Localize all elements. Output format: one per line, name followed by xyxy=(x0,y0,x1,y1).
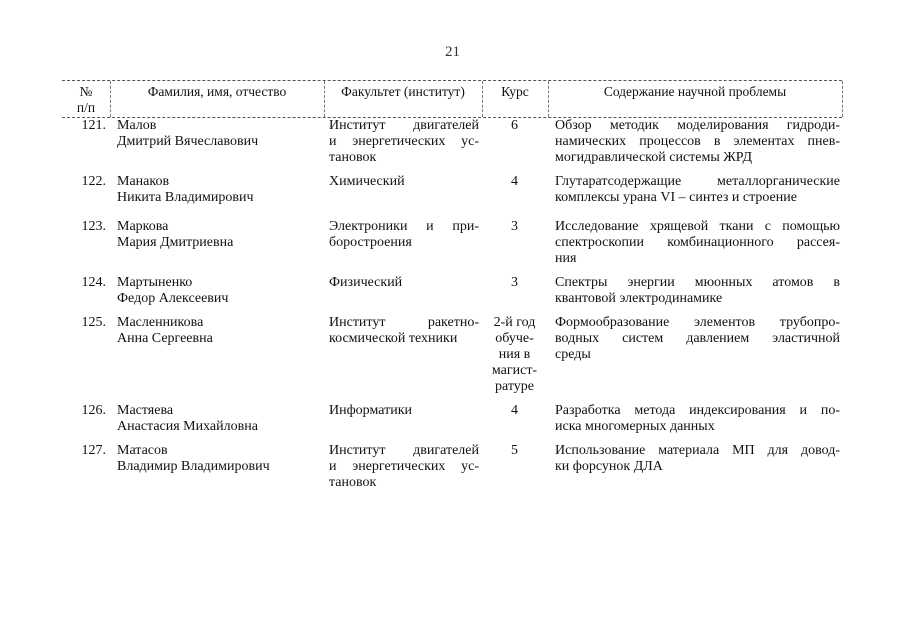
student-name-line: Владимир Владимирович xyxy=(117,459,270,474)
problem-description-line: Использование материала МП для довод- xyxy=(555,443,840,458)
student-name xyxy=(117,315,327,347)
problem-description-line: Формообразование элементов трубопро- xyxy=(555,315,840,330)
problem-description-line: ния xyxy=(555,251,577,266)
faculty-name-line: Физический xyxy=(329,275,403,290)
row-number: 121. xyxy=(81,118,106,133)
course-value-line: 5 xyxy=(511,443,518,458)
header-num xyxy=(62,81,110,117)
student-name xyxy=(117,174,327,206)
student-name-line: Мария Дмитриевна xyxy=(117,235,234,250)
faculty-name-line: боростроения xyxy=(329,235,412,250)
faculty-name-line: космической техники xyxy=(329,331,458,346)
student-name-line: Анастасия Михайловна xyxy=(117,419,258,434)
course-value xyxy=(487,118,542,134)
header-num-line: № xyxy=(79,84,93,99)
course-value-line: 3 xyxy=(511,219,518,234)
problem-description-line: намических процессов в элементах пнев- xyxy=(555,134,840,149)
course-value-line: 2-й год xyxy=(493,315,536,330)
faculty-name-line: Химический xyxy=(329,174,405,189)
table-row xyxy=(62,219,842,275)
faculty-name xyxy=(329,118,479,166)
row-number: 127. xyxy=(81,443,106,458)
problem-description-line: Глутаратсодержащие металлорганические xyxy=(555,174,840,189)
problem-description-line: Разработка метода индексирования и по- xyxy=(555,403,840,418)
student-name-line: Никита Владимирович xyxy=(117,190,254,205)
course-value xyxy=(487,443,542,459)
header-problem: Содержание научной проблемы xyxy=(603,84,787,99)
faculty-name-line: Электроники и при- xyxy=(329,219,479,234)
student-name xyxy=(117,443,327,475)
row-number: 123. xyxy=(81,219,106,234)
row-number: 125. xyxy=(81,315,106,330)
student-name-line: Матасов xyxy=(117,443,168,458)
table-row xyxy=(62,275,842,315)
header-name: Фамилия, имя, отчество xyxy=(147,84,287,99)
table-row xyxy=(62,315,842,403)
table-body xyxy=(62,118,842,499)
student-name xyxy=(117,219,327,251)
problem-description-line: Исследование хрящевой ткани с помощью xyxy=(555,219,840,234)
header-faculty: Факультет (институт) xyxy=(341,84,465,99)
student-name xyxy=(117,118,327,150)
student-name-line: Федор Алексеевич xyxy=(117,291,229,306)
problem-description xyxy=(555,403,840,435)
problem-description xyxy=(555,443,840,475)
faculty-name xyxy=(329,403,479,419)
faculty-name xyxy=(329,443,479,491)
faculty-name xyxy=(329,174,479,190)
header-num-line: п/п xyxy=(76,100,96,115)
faculty-name xyxy=(329,275,479,291)
row-number: 124. xyxy=(81,275,106,290)
problem-description-line: Обзор методик моделирования гидроди- xyxy=(555,118,840,133)
problem-description-line: ки форсунок ДЛА xyxy=(555,459,663,474)
course-value xyxy=(487,315,542,395)
faculty-name-line: тановок xyxy=(329,150,377,165)
problem-description xyxy=(555,315,840,363)
course-value-line: 4 xyxy=(511,403,518,418)
faculty-name-line: Институт двигателей xyxy=(329,443,479,458)
problem-description-line: могидравлической системы ЖРД xyxy=(555,150,753,165)
course-value xyxy=(487,174,542,190)
header-course: Курс xyxy=(501,84,529,99)
table-row xyxy=(62,443,842,499)
student-name xyxy=(117,275,327,307)
student-name-line: Дмитрий Вячеславович xyxy=(117,134,259,149)
row-number: 126. xyxy=(81,403,106,418)
course-value xyxy=(487,403,542,419)
table-row xyxy=(62,118,842,174)
course-value xyxy=(487,275,542,291)
course-value-line: 3 xyxy=(511,275,518,290)
student-name-line: Мартыненко xyxy=(117,275,193,290)
faculty-name-line: Институт ракетно- xyxy=(329,315,479,330)
faculty-name xyxy=(329,219,479,251)
problem-description-line: спектроскопии комбинационного рассея- xyxy=(555,235,840,250)
problem-description xyxy=(555,174,840,206)
faculty-name-line: и энергетических ус- xyxy=(329,459,479,474)
course-value-line: 6 xyxy=(511,118,518,133)
students-table xyxy=(62,80,842,499)
faculty-name-line: Институт двигателей xyxy=(329,118,479,133)
student-name-line: Маркова xyxy=(117,219,169,234)
problem-description xyxy=(555,219,840,267)
student-name-line: Манаков xyxy=(117,174,170,189)
faculty-name xyxy=(329,315,479,347)
problem-description-line: Спектры энергии мюонных атомов в xyxy=(555,275,840,290)
row-number: 122. xyxy=(81,174,106,189)
column-divider xyxy=(842,81,843,117)
problem-description-line: иска многомерных данных xyxy=(555,419,715,434)
problem-description xyxy=(555,118,840,166)
problem-description xyxy=(555,275,840,307)
table-row xyxy=(62,403,842,443)
course-value-line: магист- xyxy=(491,363,538,378)
problem-description-line: среды xyxy=(555,347,591,362)
student-name-line: Масленникова xyxy=(117,315,204,330)
course-value xyxy=(487,219,542,235)
course-value-line: обуче- xyxy=(495,331,534,346)
course-value-line: ния в xyxy=(498,347,531,362)
course-value-line: 4 xyxy=(511,174,518,189)
page-number: 21 xyxy=(445,44,460,60)
table-row xyxy=(62,174,842,219)
student-name-line: Анна Сергеевна xyxy=(117,331,213,346)
student-name-line: Мастяева xyxy=(117,403,174,418)
problem-description-line: комплексы урана VI – синтез и строение xyxy=(555,190,797,205)
course-value-line: ратуре xyxy=(495,379,534,394)
table-header xyxy=(62,80,842,118)
problem-description-line: квантовой электродинамике xyxy=(555,291,723,306)
faculty-name-line: Информатики xyxy=(329,403,412,418)
student-name xyxy=(117,403,327,435)
problem-description-line: водных систем давлением эластичной xyxy=(555,331,840,346)
faculty-name-line: и энергетических ус- xyxy=(329,134,479,149)
faculty-name-line: тановок xyxy=(329,475,377,490)
student-name-line: Малов xyxy=(117,118,157,133)
